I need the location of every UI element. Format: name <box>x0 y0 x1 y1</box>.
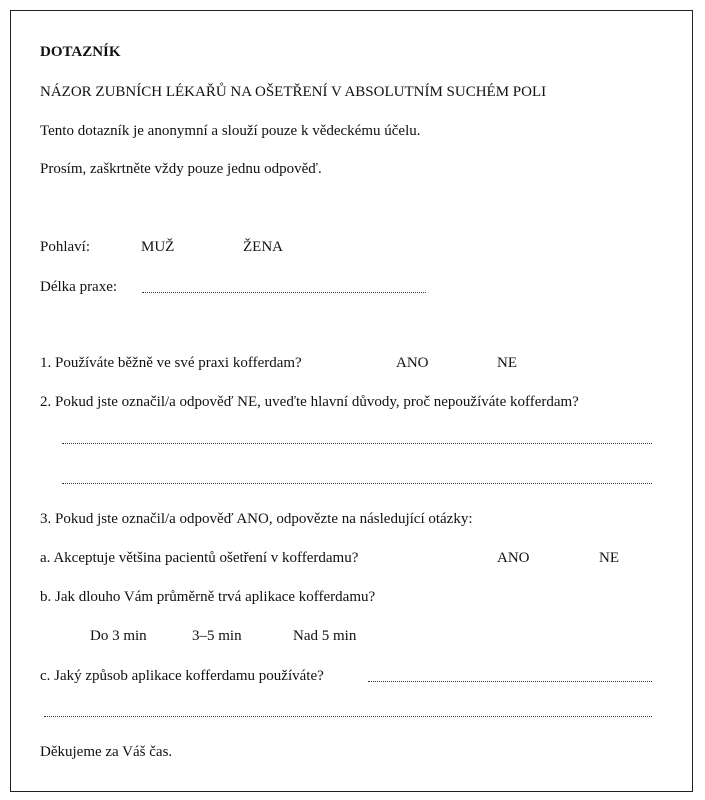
question-1-option-no[interactable]: NE <box>497 355 517 371</box>
question-2-text: 2. Pokud jste označil/a odpověď NE, uveďte hlavní důvody, proč nepoužíváte kofferdam? <box>40 394 579 410</box>
gender-label: Pohlaví: <box>40 239 91 255</box>
question-3a-text: a. Akceptuje většina pacientů ošetření v kofferdamu? <box>40 550 359 566</box>
question-3b-text: b. Jak dlouho Vám průměrně trvá aplikace kofferdamu? <box>40 589 376 605</box>
question-1-text: 1. Používáte běžně ve své praxi kofferdam? <box>40 355 302 371</box>
question-1-option-yes[interactable]: ANO <box>396 355 429 371</box>
question-3c-answer-line-2[interactable] <box>44 716 652 717</box>
question-3b-option-over-5[interactable]: Nad 5 min <box>293 628 357 644</box>
question-3b-option-3-5[interactable]: 3–5 min <box>192 628 242 644</box>
intro-text-instructions: Prosím, zaškrtněte vždy pouze jednu odpověď. <box>40 161 322 177</box>
question-3a-option-yes[interactable]: ANO <box>497 550 530 566</box>
practice-length-label: Délka praxe: <box>40 279 118 295</box>
question-3c-text: c. Jaký způsob aplikace kofferdamu používáte? <box>40 668 324 684</box>
gender-option-male[interactable]: MUŽ <box>141 239 175 255</box>
question-3c-answer-line-1[interactable] <box>368 681 652 682</box>
questionnaire-title: NÁZOR ZUBNÍCH LÉKAŘŮ NA OŠETŘENÍ V ABSOLUTNÍM SUCHÉM POLI <box>40 84 547 100</box>
question-3a-option-no[interactable]: NE <box>599 550 619 566</box>
question-3-text: 3. Pokud jste označil/a odpověď ANO, odpovězte na následující otázky: <box>40 511 473 527</box>
gender-option-female[interactable]: ŽENA <box>243 239 283 255</box>
question-3b-option-under-3[interactable]: Do 3 min <box>90 628 147 644</box>
question-2-answer-line-1[interactable] <box>62 443 652 444</box>
intro-text-anonymous: Tento dotazník je anonymní a slouží pouze k vědeckému účelu. <box>40 123 421 139</box>
questionnaire-heading: DOTAZNÍK <box>40 44 121 60</box>
question-2-answer-line-2[interactable] <box>62 483 652 484</box>
closing-text: Děkujeme za Váš čas. <box>40 744 173 760</box>
practice-length-field[interactable] <box>142 292 426 293</box>
